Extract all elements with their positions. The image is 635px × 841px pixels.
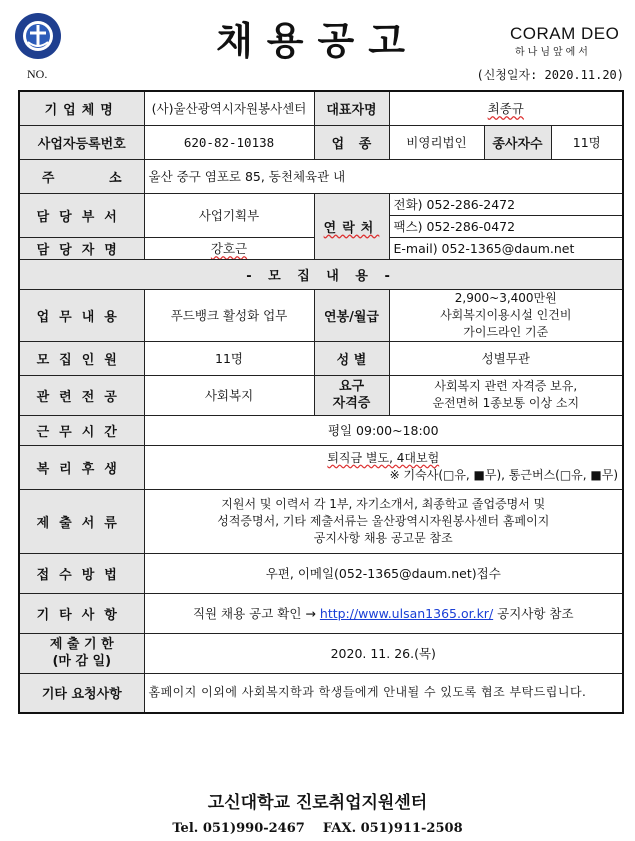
- footer-contact: Tel. 051)990-2467 FAX. 051)911-2508: [172, 821, 463, 836]
- job-label: 업무내용: [19, 289, 144, 341]
- docs-label: 제출서류: [19, 489, 144, 553]
- contact-label: 연락처: [314, 193, 389, 259]
- regno: 620-82-10138: [144, 125, 314, 159]
- employees: 11명: [551, 125, 623, 159]
- dept: 사업기획부: [144, 193, 314, 237]
- major-label: 관련전공: [19, 375, 144, 415]
- industry-label: 업 종: [314, 125, 389, 159]
- address-label: 주 소: [19, 159, 144, 193]
- manager-label: 담당자명: [19, 237, 144, 259]
- salary: 2,900~3,400만원 사회복지이용시설 인건비 가이드라인 기준: [389, 289, 623, 341]
- company-name-label: 기업체명: [19, 91, 144, 125]
- docs: 지원서 및 이력서 각 1부, 자기소개서, 최종학교 졸업증명서 및 성적증명서, 기타 제출서류는 울산광역시자원봉사센터 홈페이지 공지사항 채용 공고문 참조: [144, 489, 623, 553]
- page-title: 채용공고: [216, 19, 419, 63]
- employees-label: 종사자수: [484, 125, 551, 159]
- document-number-label: NO.: [27, 67, 48, 81]
- regno-label: 사업자등록번호: [19, 125, 144, 159]
- hours-label: 근무시간: [19, 415, 144, 445]
- fax: 팩스) 052-286-0472: [389, 215, 623, 237]
- benefits: 퇴직금 별도, 4대보험 ※ 기숙사(□유, ■무), 통근버스(□유, ■무): [144, 445, 623, 489]
- deadline: 2020. 11. 26.(목): [144, 633, 623, 673]
- ceo-name: 최종규: [389, 91, 623, 125]
- manager: 강호근: [144, 237, 314, 259]
- address: 울산 중구 염포로 85, 동천체육관 내: [144, 159, 623, 193]
- gender: 성별무관: [389, 341, 623, 375]
- footer-org: 고신대학교 진로취업지원센터: [207, 793, 428, 813]
- job-posting-table: [18, 90, 624, 714]
- request-label: 기타 요청사항: [19, 673, 144, 713]
- method: 우편, 이메일(052-1365@daum.net)접수: [144, 553, 623, 593]
- cert: 사회복지 관련 자격증 보유, 운전면허 1종보통 이상 소지: [389, 375, 623, 415]
- deadline-label: 제 출 기 한 (마 감 일): [19, 633, 144, 673]
- salary-label: 연봉/월급: [314, 289, 389, 341]
- count-label: 모집인원: [19, 341, 144, 375]
- apply-date: (신청일자: 2020.11.20): [476, 68, 624, 82]
- homepage-link[interactable]: http://www.ulsan1365.or.kr/: [319, 606, 494, 621]
- method-label: 접수방법: [19, 553, 144, 593]
- dept-label: 담당부서: [19, 193, 144, 237]
- gender-label: 성 별: [314, 341, 389, 375]
- request: 홈페이지 이외에 사회복지학과 학생들에게 안내될 수 있도록 협조 부탁드립니다.: [144, 673, 623, 713]
- etc-label: 기타사항: [19, 593, 144, 633]
- email: E-mail) 052-1365@daum.net: [389, 237, 623, 259]
- industry: 비영리법인: [389, 125, 484, 159]
- phone: 전화) 052-286-2472: [389, 193, 623, 215]
- ceo-label: 대표자명: [314, 91, 389, 125]
- job: 푸드뱅크 활성화 업무: [144, 289, 314, 341]
- etc: 직원 채용 공고 확인 → http://www.ulsan1365.or.kr/ 공지사항 참조: [144, 593, 623, 633]
- brand-subtitle: 하나님앞에서: [515, 47, 591, 58]
- recruit-section-title: - 모 집 내 용 -: [19, 259, 623, 289]
- brand-text: CORAM DEO: [510, 24, 620, 43]
- benefits-label: 복리후생: [19, 445, 144, 489]
- company-name: (사)울산광역시자원봉사센터: [144, 91, 314, 125]
- hours: 평일 09:00~18:00: [144, 415, 623, 445]
- major: 사회복지: [144, 375, 314, 415]
- cert-label: 요구 자격증: [314, 375, 389, 415]
- count: 11명: [144, 341, 314, 375]
